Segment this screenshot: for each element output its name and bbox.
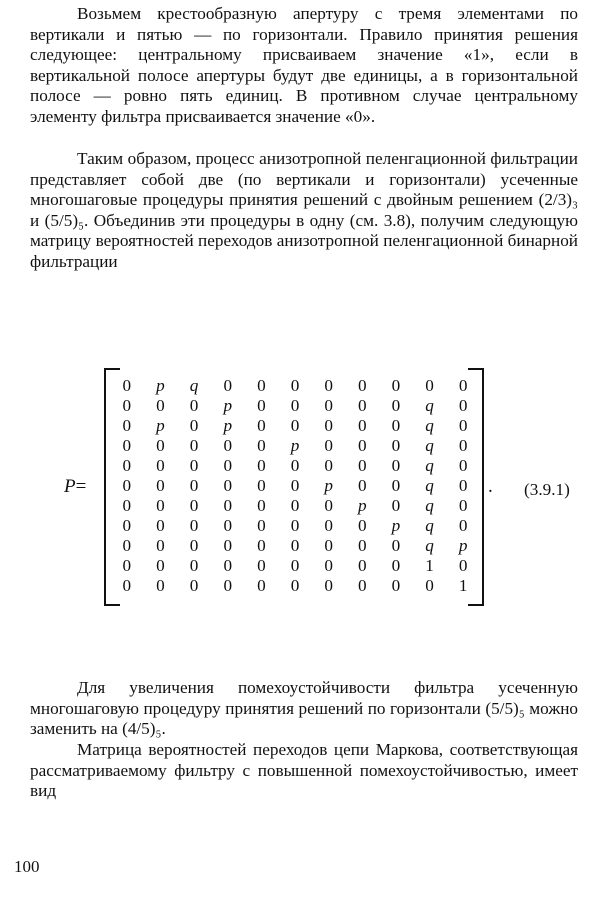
matrix-cell: 0 (189, 536, 199, 555)
matrix-cell: 0 (324, 376, 333, 395)
matrix-cell: 0 (290, 416, 300, 435)
matrix-cell: 0 (391, 556, 401, 575)
matrix-cell: 0 (324, 416, 333, 435)
matrix-cell: q (425, 416, 434, 435)
matrix-cell: q (425, 536, 434, 555)
matrix-cell: 0 (189, 476, 199, 495)
matrix-cell: 0 (324, 396, 333, 415)
matrix-cell: 0 (324, 436, 333, 455)
matrix-cell: 0 (391, 576, 401, 595)
matrix-cell: 0 (189, 556, 199, 575)
matrix-cell: 0 (156, 476, 165, 495)
matrix-cell: 0 (122, 416, 132, 435)
matrix-cell: q (425, 396, 434, 415)
matrix-cell: 0 (290, 396, 300, 415)
matrix-row (110, 516, 480, 536)
paragraph-noise-immunity: Для увеличения помехоустойчивости фильтра усеченную многошаговую процедуру принятия решений по горизонтали (5/5)₅ можно заменить на (4/5)₅. (30, 678, 578, 739)
matrix-cell: p (290, 436, 300, 455)
matrix-cell: 0 (324, 576, 333, 595)
matrix-cell: 0 (122, 576, 132, 595)
matrix-cell: q (425, 516, 434, 535)
matrix-cell: 0 (122, 376, 132, 395)
matrix-cell: 0 (223, 556, 233, 575)
matrix-cell: 0 (358, 476, 367, 495)
matrix-row (110, 556, 480, 576)
matrix-cell: 0 (122, 396, 132, 415)
matrix-right-bracket (468, 368, 484, 606)
matrix-cell: p (458, 536, 468, 555)
matrix-cell: p (223, 396, 233, 415)
matrix-cell: 0 (156, 456, 165, 475)
matrix-cell: 1 (425, 556, 434, 575)
matrix-cell: 0 (458, 496, 468, 515)
matrix-cell: q (425, 476, 434, 495)
matrix-cell: 0 (189, 436, 199, 455)
matrix-cell: 0 (358, 456, 367, 475)
matrix-cell: p (391, 516, 401, 535)
matrix-cell: 0 (189, 496, 199, 515)
matrix-cell: p (358, 496, 367, 515)
matrix-cell: 0 (257, 376, 266, 395)
matrix-cell: 0 (391, 476, 401, 495)
paragraph-markov-matrix: Матрица вероятностей переходов цепи Маркова, соответствующая рассматриваемому фильтру с повышенной помехоустойчивостью, имеет вид (30, 740, 578, 801)
matrix-cell: 0 (391, 436, 401, 455)
matrix-cell: 0 (290, 476, 300, 495)
matrix-cell: 0 (223, 576, 233, 595)
matrix-cell: 0 (156, 556, 165, 575)
matrix-cell: 0 (290, 536, 300, 555)
matrix-cell: p (156, 416, 165, 435)
matrix-cell: 0 (458, 456, 468, 475)
matrix-cell: 0 (391, 416, 401, 435)
matrix-cell: 0 (358, 396, 367, 415)
matrix-cell: 0 (324, 496, 333, 515)
equation-lhs (64, 476, 86, 498)
matrix-cell: 0 (358, 536, 367, 555)
matrix-cell: 0 (223, 476, 233, 495)
equation-lhs-symbol: P (64, 476, 76, 497)
matrix-cell: 0 (223, 436, 233, 455)
matrix-cell: 0 (257, 556, 266, 575)
matrix-cell: 0 (290, 576, 300, 595)
matrix-cell: 0 (223, 376, 233, 395)
matrix-cell: 0 (458, 556, 468, 575)
matrix-cell: 0 (156, 536, 165, 555)
matrix-row (110, 396, 480, 416)
matrix-cell: 0 (156, 516, 165, 535)
matrix-cell: p (156, 376, 165, 395)
matrix-cell: 0 (290, 516, 300, 535)
matrix-cell: 0 (290, 556, 300, 575)
matrix-row (110, 496, 480, 516)
matrix-cell: 0 (458, 436, 468, 455)
matrix-cell: 0 (156, 396, 165, 415)
matrix-cell: 0 (358, 576, 367, 595)
matrix-cell: 0 (324, 536, 333, 555)
matrix-cell: 0 (223, 536, 233, 555)
matrix-cell: 0 (391, 536, 401, 555)
matrix-cell: 0 (223, 496, 233, 515)
matrix-cell: 0 (122, 516, 132, 535)
matrix-cell: p (324, 476, 333, 495)
matrix-cell: 0 (290, 456, 300, 475)
matrix-cell: q (189, 376, 199, 395)
matrix-cell: 0 (391, 396, 401, 415)
matrix-cell: 0 (122, 496, 132, 515)
matrix-cell: 0 (257, 396, 266, 415)
matrix-cell: 0 (122, 536, 132, 555)
matrix-cell: 0 (122, 556, 132, 575)
matrix-cell: 0 (458, 476, 468, 495)
matrix-cell: 0 (458, 396, 468, 415)
matrix-cell: 0 (257, 416, 266, 435)
matrix-cell: 0 (257, 516, 266, 535)
matrix-row (110, 416, 480, 436)
matrix-cell: 0 (122, 436, 132, 455)
matrix-row (110, 456, 480, 476)
matrix-cell: 0 (257, 496, 266, 515)
page-number: 100 (14, 857, 40, 876)
matrix-cell: 0 (189, 576, 199, 595)
matrix-cell: 0 (358, 436, 367, 455)
matrix-cell: 0 (425, 576, 434, 595)
matrix-cell: 0 (122, 476, 132, 495)
matrix-cell: 0 (223, 456, 233, 475)
matrix-cell: 1 (458, 576, 468, 595)
matrix-cell: 0 (458, 376, 468, 395)
matrix-cell: 0 (223, 516, 233, 535)
matrix-cell: 0 (458, 516, 468, 535)
matrix-cell: 0 (324, 516, 333, 535)
transition-matrix (110, 376, 480, 596)
matrix-cell: 0 (257, 456, 266, 475)
matrix-cell: 0 (358, 376, 367, 395)
matrix-cell: q (425, 496, 434, 515)
matrix-cell: 0 (156, 576, 165, 595)
matrix-cell: 0 (257, 436, 266, 455)
matrix-row (110, 476, 480, 496)
matrix-cell: 0 (189, 416, 199, 435)
matrix-cell: 0 (324, 456, 333, 475)
matrix-cell: 0 (358, 516, 367, 535)
equation-end-dot: . (488, 476, 493, 497)
matrix-cell: 0 (391, 376, 401, 395)
paragraph-filtration-process: Таким образом, процесс анизотропной пеленгационной фильтрации представляет собой две (по вертикали и горизонтали) усеченные многошаговые процедуры принятия решений с двойным решением (2/3)₃ и (5/5)₅. Объединив эти процедуры в одну (см. 3.8), получим следующую матрицу вероятностей переходов анизотропной пеленгационной бинарной фильтрации (30, 149, 578, 271)
matrix-cell: q (425, 456, 434, 475)
matrix-row (110, 376, 480, 396)
matrix-cell: 0 (257, 576, 266, 595)
matrix-row (110, 536, 480, 556)
matrix-cell: 0 (257, 476, 266, 495)
matrix-cell: 0 (391, 496, 401, 515)
matrix-row (110, 436, 480, 456)
matrix-cell: 0 (391, 456, 401, 475)
matrix-cell: 0 (425, 376, 434, 395)
matrix-cell: q (425, 436, 434, 455)
matrix-cell: 0 (156, 436, 165, 455)
matrix-cell: 0 (189, 516, 199, 535)
matrix-row (110, 576, 480, 596)
matrix-cell: 0 (358, 556, 367, 575)
matrix-cell: 0 (156, 496, 165, 515)
equals-sign: = (75, 476, 87, 497)
matrix-cell: 0 (257, 536, 266, 555)
matrix-cell: p (223, 416, 233, 435)
equation-number: (3.9.1) (524, 480, 570, 499)
matrix-cell: 0 (324, 556, 333, 575)
matrix-cell: 0 (189, 456, 199, 475)
matrix-cell: 0 (458, 416, 468, 435)
matrix-cell: 0 (358, 416, 367, 435)
matrix-cell: 0 (290, 376, 300, 395)
matrix-cell: 0 (189, 396, 199, 415)
paragraph-aperture-rule: Возьмем крестообразную апертуру с тремя элементами по вертикали и пятью — по горизонтали. Правило принятия решения следующее: центральному присваиваем значение «1», если в вертикальной полосе апертуры будут две единицы, а в горизонтальной полосе — ровно пять единиц. В противном случае центральному элементу фильтра присваивается значение «0». (30, 4, 578, 126)
matrix-cell: 0 (122, 456, 132, 475)
matrix-cell: 0 (290, 496, 300, 515)
